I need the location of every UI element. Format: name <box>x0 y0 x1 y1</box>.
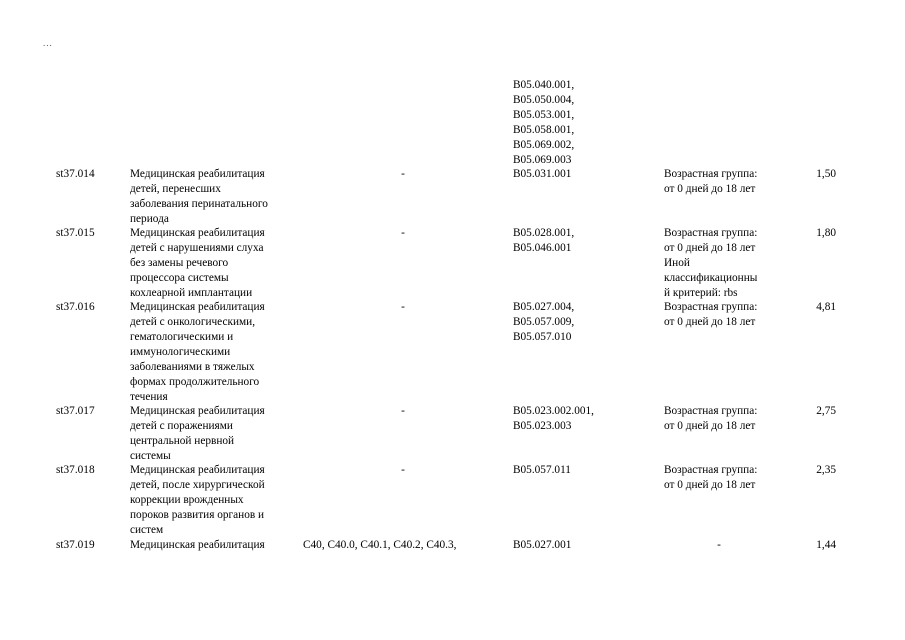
row-coefficient: 2,75 <box>816 405 836 417</box>
row-criteria: Возрастная группа: от 0 дней до 18 лет Иной классификационны й критерий: rbs <box>664 227 758 299</box>
row-name: Медицинская реабилитация детей с онкологическими, гематологическими и иммунологическими заболеваниями в тяжелых формах продолжительного течения <box>130 301 265 403</box>
row-services: B05.031.001 <box>513 168 572 180</box>
row-code: st37.014 <box>56 168 95 180</box>
row-criteria: Возрастная группа: от 0 дней до 18 лет <box>664 405 758 432</box>
row-code: st37.015 <box>56 227 95 239</box>
row-criteria: Возрастная группа: от 0 дней до 18 лет <box>664 168 758 195</box>
row-name: Медицинская реабилитация детей с нарушениями слуха без замены речевого процессора системы кохлеарной имплантации <box>130 227 265 299</box>
row-code: st37.017 <box>56 405 95 417</box>
row-services: B05.028.001, B05.046.001 <box>513 227 575 254</box>
page-marker: ... <box>43 38 53 48</box>
row-criteria: Возрастная группа: от 0 дней до 18 лет <box>664 464 758 491</box>
row-criteria: Возрастная группа: от 0 дней до 18 лет <box>664 301 758 328</box>
row-criteria: - <box>717 539 721 551</box>
row-diagnosis: - <box>401 168 405 180</box>
row-diagnosis: C40, C40.0, C40.1, C40.2, C40.3, <box>303 539 457 551</box>
row-coefficient: 1,80 <box>816 227 836 239</box>
row-coefficient: 1,44 <box>816 539 836 551</box>
row-coefficient: 4,81 <box>816 301 836 313</box>
row-code: st37.019 <box>56 539 95 551</box>
row-name: Медицинская реабилитация детей, перенесших заболевания перинатального периода <box>130 168 268 225</box>
row-diagnosis: - <box>401 405 405 417</box>
row-coefficient: 2,35 <box>816 464 836 476</box>
row-name: Медицинская реабилитация детей с поражениями центральной нервной системы <box>130 405 265 462</box>
row-code: st37.018 <box>56 464 95 476</box>
row-coefficient: 1,50 <box>816 168 836 180</box>
row-services: B05.027.001 <box>513 539 572 551</box>
row-name: Медицинская реабилитация <box>130 539 265 551</box>
row-services: B05.027.004, B05.057.009, B05.057.010 <box>513 301 575 343</box>
row-services: B05.057.011 <box>513 464 571 476</box>
row-code: st37.016 <box>56 301 95 313</box>
row-diagnosis: - <box>401 227 405 239</box>
row-name: Медицинская реабилитация детей, после хирургической коррекции врожденных пороков развития органов и систем <box>130 464 265 536</box>
row-services: B05.023.002.001, B05.023.003 <box>513 405 594 432</box>
continued-services-cell: B05.040.001, B05.050.004, B05.053.001, B05.058.001, B05.069.002, B05.069.003 <box>513 79 575 166</box>
row-diagnosis: - <box>401 464 405 476</box>
row-diagnosis: - <box>401 301 405 313</box>
